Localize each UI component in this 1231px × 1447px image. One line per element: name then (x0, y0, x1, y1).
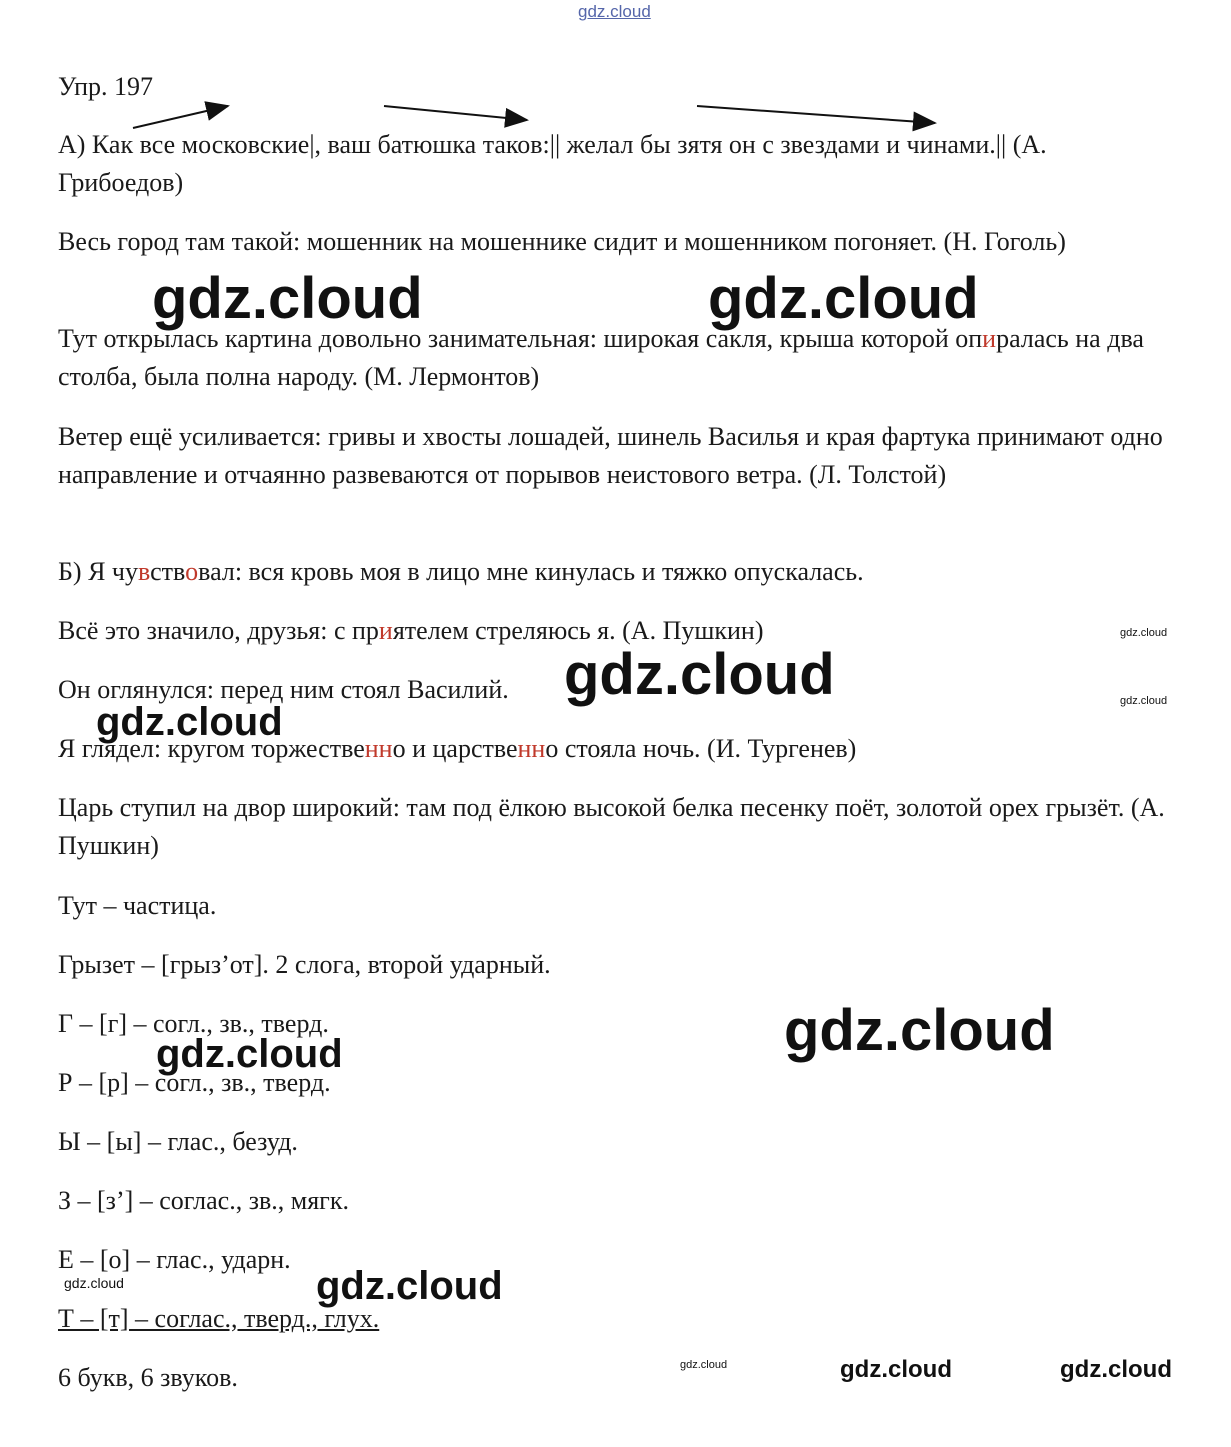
watermark: gdz.cloud (152, 266, 423, 331)
highlighted-letter: в (138, 557, 151, 586)
text-run: о и царстве (392, 734, 518, 763)
phoneme-z: З – [з’] – соглас., зв., мягк. (58, 1186, 349, 1215)
watermark: gdz.cloud (156, 1032, 343, 1076)
text-run: Я глядел: кругом торжестве (58, 734, 365, 763)
text-run: ятелем стреляюсь я. (А. Пушкин) (392, 616, 764, 645)
text-run: Б) Я чу (58, 557, 139, 586)
paragraph-2: Весь город там такой: мошенник на мошеннике сидит и мошенником погоняет. (Н. Гоголь) (58, 227, 1066, 256)
paragraph-3 (58, 320, 1173, 396)
highlighted-letter: и (378, 616, 393, 645)
paragraph-9: Царь ступил на двор широкий: там под ёлкою высокой белка песенку поёт, золотой орех грызёт. (А. Пушкин) (58, 793, 1165, 860)
watermark: gdz.cloud (316, 1264, 503, 1308)
watermark: gdz.cloud (1060, 1356, 1172, 1383)
text-run: Всё это значило, друзья: с пр (58, 616, 379, 645)
text-run: вал: вся кровь моя в лицо мне кинулась и тяжко опускалась. (198, 557, 864, 586)
highlighted-letter: и (982, 324, 997, 353)
watermark: gdz.cloud (1120, 695, 1168, 707)
phoneme-t (58, 1300, 1173, 1338)
text-run: о стояла ночь. (И. Тургенев) (545, 734, 857, 763)
phoneme-e: Е – [о] – глас., ударн. (58, 1245, 291, 1274)
paragraph-b (58, 553, 1173, 591)
text-run: ств (150, 557, 186, 586)
underlined-text: Т – [т] – соглас., тверд., глух. (58, 1304, 380, 1333)
paragraph-7: Он оглянулся: перед ним стоял Василий. (58, 675, 509, 704)
highlighted-letters: нн (517, 734, 546, 763)
paragraph-summary: 6 букв, 6 звуков. (58, 1363, 238, 1392)
arrow-1 (133, 106, 228, 128)
watermark: gdz.cloud (1120, 627, 1168, 639)
paragraph-11: Грызет – [грыз’от]. 2 слога, второй ударный. (58, 950, 551, 979)
header-watermark-link[interactable]: gdz.cloud (578, 2, 651, 21)
arrow-3 (697, 106, 935, 123)
paragraph-a: А) Как все московские|, ваш батюшка таков:|| желал бы зятя он с звездами и чинами.|| (А. Грибоедов) (58, 130, 1047, 197)
text-run: Тут открылась картина довольно занимательная: широкая сакля, крыша которой оп (58, 324, 983, 353)
paragraph-10: Тут – частица. (58, 891, 217, 920)
watermark: gdz.cloud (680, 1359, 728, 1371)
watermark: gdz.cloud (708, 266, 979, 331)
arrow-2 (384, 106, 527, 120)
watermark: gdz.cloud (784, 998, 1055, 1063)
phoneme-r: Р – [р] – согл., зв., тверд. (58, 1068, 331, 1097)
watermark: gdz.cloud (564, 642, 835, 707)
highlighted-letter: о (185, 557, 199, 586)
exercise-title: Упр. 197 (58, 72, 154, 101)
text-run: ралась на два столба, была полна народу. (М. Лермонтов) (58, 324, 1144, 391)
phoneme-g: Г – [г] – согл., зв., тверд. (58, 1009, 329, 1038)
highlighted-letters: нн (364, 734, 393, 763)
phoneme-y: Ы – [ы] – глас., безуд. (58, 1127, 298, 1156)
watermark: gdz.cloud (64, 1275, 124, 1291)
paragraph-4: Ветер ещё усиливается: гривы и хвосты лошадей, шинель Василья и края фартука принимают одно направление и отчаянно развеваются от порывов неистового ветра. (Л. Толстой) (58, 422, 1163, 489)
watermark: gdz.cloud (840, 1356, 952, 1383)
watermark: gdz.cloud (96, 700, 283, 744)
